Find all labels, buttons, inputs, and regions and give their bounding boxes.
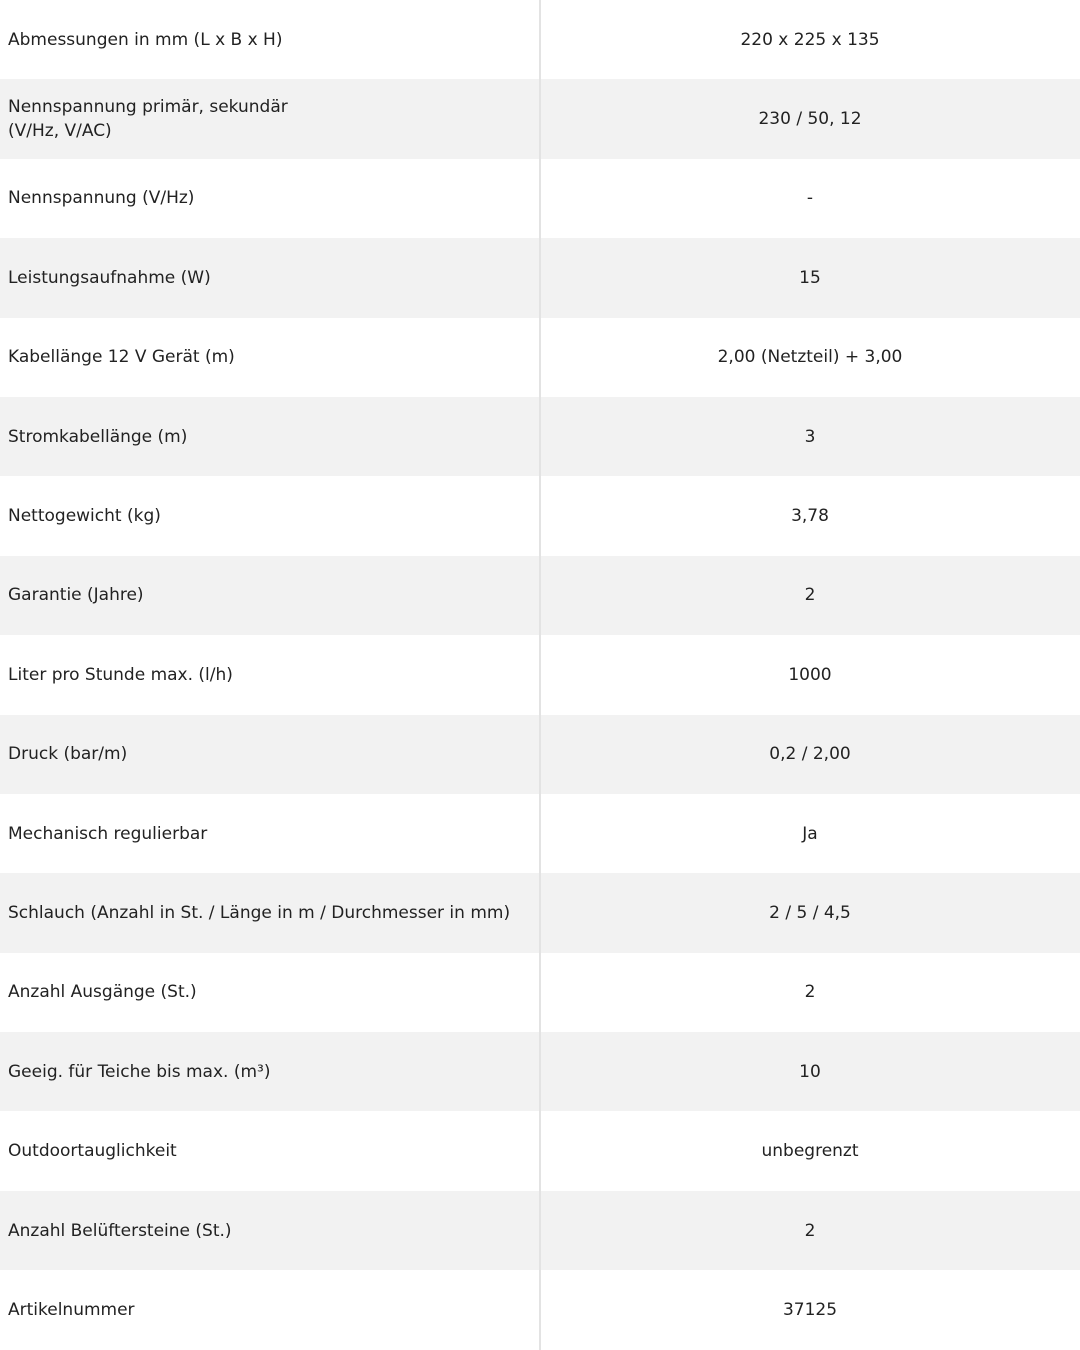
spec-label: Garantie (Jahre) xyxy=(8,585,144,606)
spec-label: Druck (bar/m) xyxy=(8,744,128,765)
spec-label: Anzahl Belüftersteine (St.) xyxy=(8,1220,232,1241)
spec-label: Abmessungen in mm (L x B x H) xyxy=(8,29,283,50)
spec-value: 1000 xyxy=(788,664,832,685)
spec-label: Artikelnummer xyxy=(8,1299,135,1320)
spec-value: 37125 xyxy=(782,1299,838,1320)
spec-value: Ja xyxy=(802,823,818,844)
spec-label: Stromkabellänge (m) xyxy=(8,426,188,447)
spec-label: Schlauch (Anzahl in St. / Länge in m / Durchmesser in mm) xyxy=(8,902,511,923)
spec-value: 2,00 (Netzteil) + 3,00 xyxy=(717,347,903,368)
spec-value: - xyxy=(806,188,814,209)
spec-label: Outdoortauglichkeit xyxy=(8,1141,177,1162)
spec-value: 3 xyxy=(804,426,816,447)
spec-value: 2 xyxy=(804,982,816,1003)
spec-value: 15 xyxy=(799,267,821,288)
spec-value: 2 / 5 / 4,5 xyxy=(769,902,851,923)
spec-label: Liter pro Stunde max. (l/h) xyxy=(8,664,233,685)
spec-value: 220 x 225 x 135 xyxy=(740,29,880,50)
spec-label: Mechanisch regulierbar xyxy=(8,823,208,844)
spec-value: 230 / 50, 12 xyxy=(758,109,862,130)
spec-value: 10 xyxy=(799,1061,821,1082)
spec-label: Anzahl Ausgänge (St.) xyxy=(8,982,197,1003)
spec-value: 2 xyxy=(804,1220,816,1241)
spec-label: Nennspannung (V/Hz) xyxy=(8,188,195,209)
spec-value: unbegrenzt xyxy=(761,1141,859,1162)
spec-value: 2 xyxy=(804,585,816,606)
spec-label: Nennspannung primär, sekundär (V/Hz, V/AC) xyxy=(8,97,288,142)
spec-label: Nettogewicht (kg) xyxy=(8,506,161,527)
spec-label: Geeig. für Teiche bis max. (m³) xyxy=(8,1061,271,1082)
column-divider xyxy=(539,0,541,1350)
spec-label: Kabellänge 12 V Gerät (m) xyxy=(8,347,235,368)
spec-value: 0,2 / 2,00 xyxy=(769,744,851,765)
spec-value: 3,78 xyxy=(791,506,829,527)
spec-label: Leistungsaufnahme (W) xyxy=(8,267,211,288)
